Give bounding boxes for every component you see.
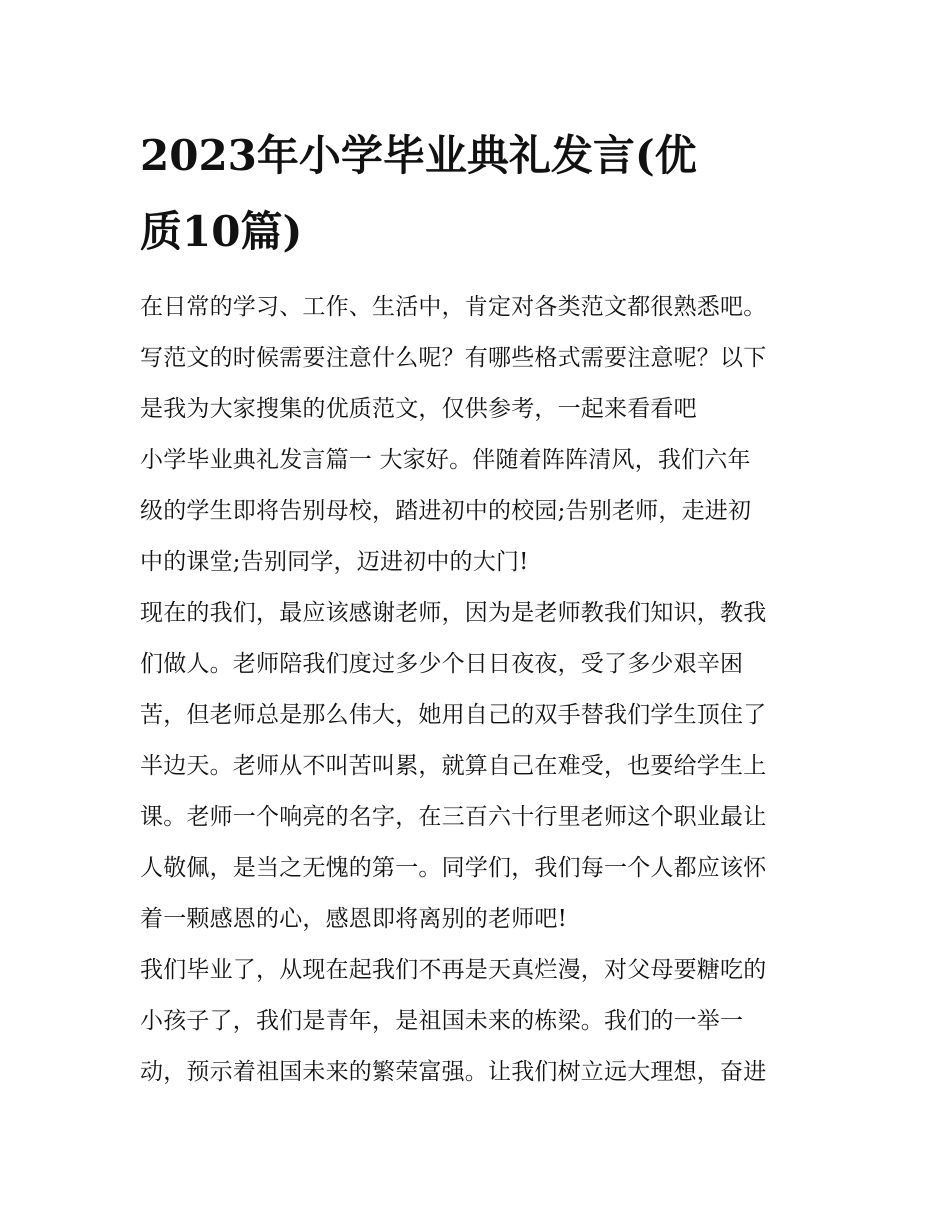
text-line: 动，预示着祖国未来的繁荣富强。让我们树立远大理想，奋进 — [140, 1059, 767, 1085]
title-line: 2023年小学毕业典礼发言(优 — [140, 131, 697, 180]
text-line: 在日常的学习、工作、生活中，肯定对各类范文都很熟悉吧。 — [140, 294, 767, 320]
title-line: 质10篇) — [140, 207, 303, 256]
text-line: 小学毕业典礼发言篇一 大家好。伴随着阵阵清风，我们六年 — [140, 447, 751, 473]
text-line: 半边天。老师从不叫苦叫累，就算自己在难受，也要给学生上 — [140, 753, 767, 779]
speech-paragraph-graduation — [140, 945, 815, 1098]
text-line: 人敬佩，是当之无愧的第一。同学们，我们每一个人都应该怀 — [140, 855, 767, 881]
intro-paragraph — [140, 282, 815, 435]
document-title — [140, 118, 815, 270]
speech-paragraph-opening — [140, 435, 815, 588]
text-line: 课。老师一个响亮的名字，在三百六十行里老师这个职业最让 — [140, 804, 767, 830]
text-line: 着一颗感恩的心，感恩即将离别的老师吧! — [140, 906, 568, 932]
text-line: 中的课堂;告别同学，迈进初中的大门! — [140, 549, 529, 575]
text-line: 小孩子了，我们是青年，是祖国未来的栋梁。我们的一举一 — [140, 1008, 744, 1034]
text-line: 们做人。老师陪我们度过多少个日日夜夜，受了多少艰辛困 — [140, 651, 744, 677]
text-line: 写范文的时候需要注意什么呢？有哪些格式需要注意呢？以下 — [140, 345, 767, 371]
text-line: 现在的我们，最应该感谢老师，因为是老师教我们知识，教我 — [140, 600, 767, 626]
text-line: 苦，但老师总是那么伟大，她用自己的双手替我们学生顶住了 — [140, 702, 767, 728]
speech-paragraph-teachers — [140, 588, 815, 945]
text-line: 我们毕业了，从现在起我们不再是天真烂漫，对父母要糖吃的 — [140, 957, 767, 983]
text-line: 是我为大家搜集的优质范文，仅供参考，一起来看看吧 — [140, 396, 697, 422]
document-body — [140, 118, 815, 1098]
text-line: 级的学生即将告别母校，踏进初中的校园;告别老师，走进初 — [140, 498, 752, 524]
